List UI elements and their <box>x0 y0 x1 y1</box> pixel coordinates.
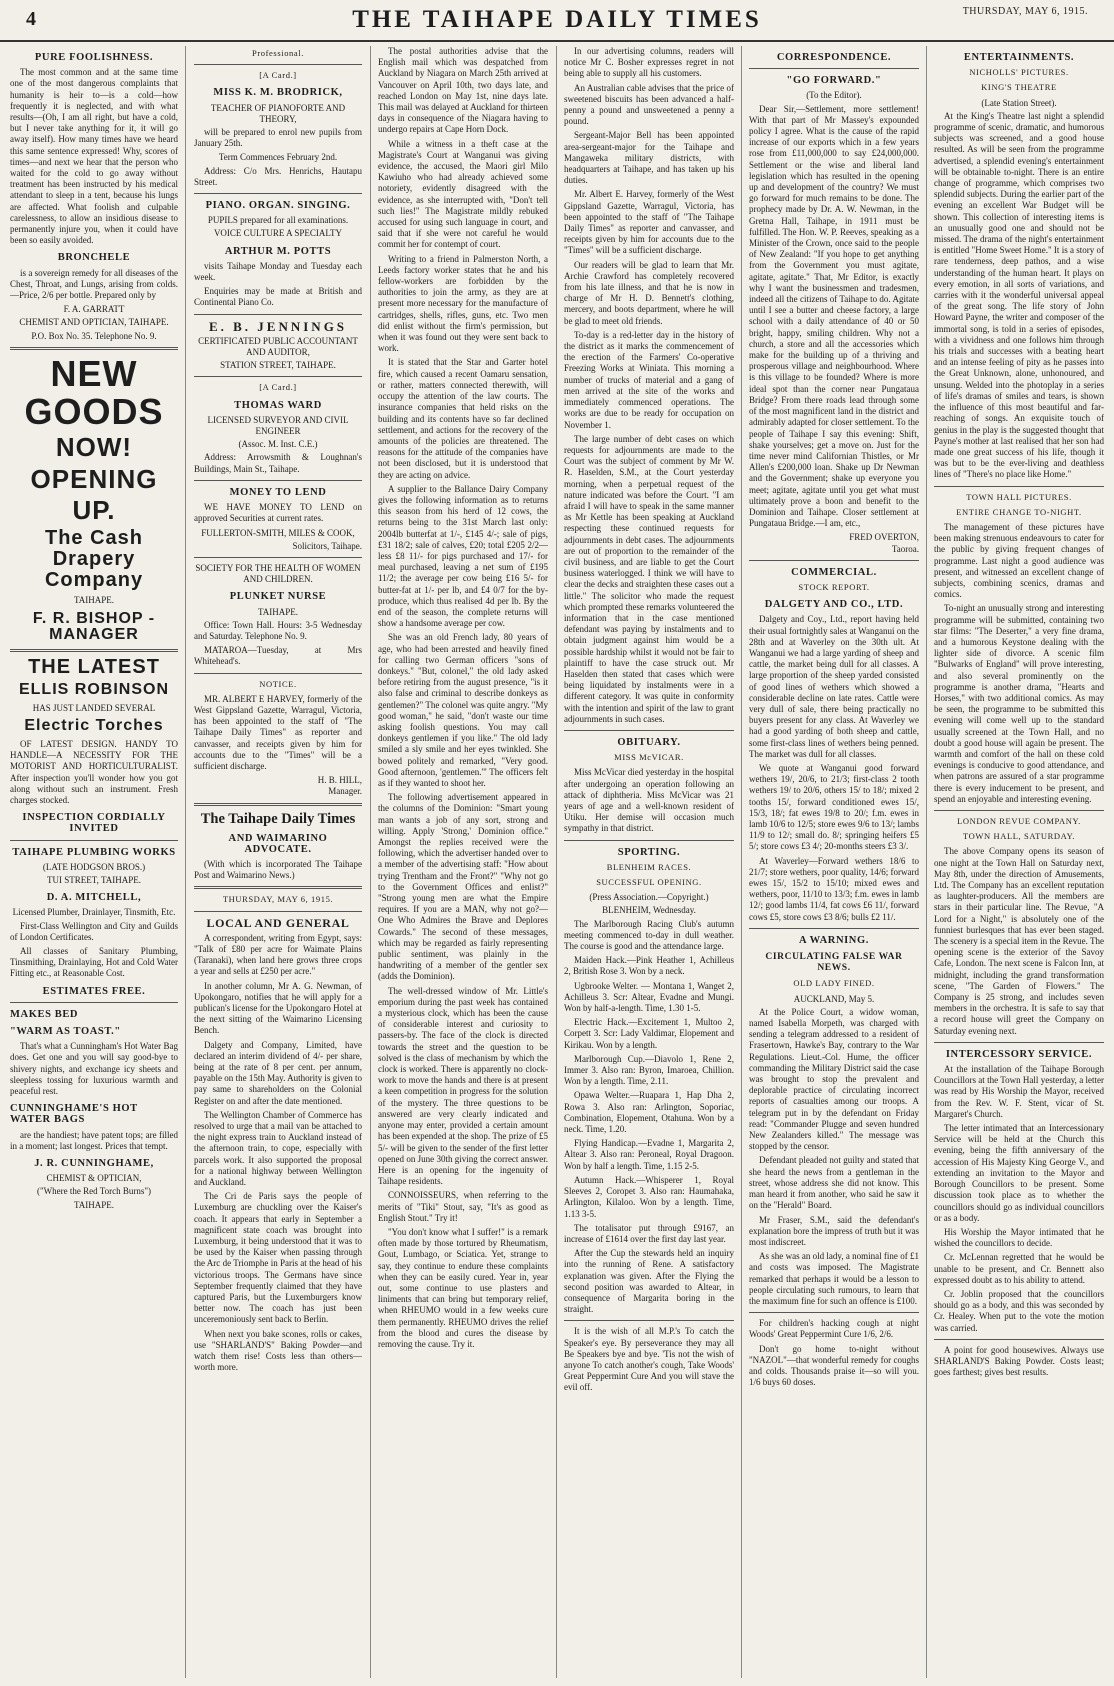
local-item: When next you bake scones, rolls or cakes, use "SHARLAND'S" Baking Powder—and watch them rise! Costs less than others—worth more. <box>194 1328 362 1373</box>
now-headline: NOW! <box>55 432 133 463</box>
town-hall-text: The management of these pictures have been making strenuous endeavours to cater for the public by giving frequent changes of programme. Last night a good audience was present, and witnessed an excellent change of subjects, combining scenics, dramas and comics. <box>934 521 1104 600</box>
service-text: The letter intimated that an Intercessionary Service will be held at the Church this evening, being the fifth anniversary of the accession of His Majesty King George V., and extending an invitation to the Mayor and Borough Councillors to be present. Some discussion took place as to whether the councillors should go as individual councillors or as a body. <box>934 1123 1104 1223</box>
potts-text: visits Taihape Monday and Tuesday each week. <box>194 260 362 283</box>
brodrick-text: will be prepared to enrol new pupils from January 25th. <box>194 127 362 149</box>
news-item: A supplier to the Ballance Dairy Company gives the following information as to returns this season from his herd of 12 cows, the returns being to the 31st March last only: 2004lb butterfat at 1/-, £145 4/-; sale of pigs, £31 18/2; sale of calves, £20; total £205 2/2—less £8 11/- for pigs purchased and 17/- for meal purchased, leaving a net sum of £195 11/2; the average per cow being £16 5/- for butter-fat at 1/- per lb, and £4 0/7 for the by-produce, which thus realised 4d per lb. By the end of the season, the complete returns will show a handsome average per cow. <box>378 483 548 629</box>
divider <box>194 673 362 674</box>
entertainment-text: At the King's Theatre last night a splendid programme of scenic, dramatic, and humorous subjects was screened, and a good house resulted. As will be seen from the programme advertised, a splendid evening's entertainment will be obtainable to-night. There is an entire change of programme, which comprises two splendid subjects. During the earlier part of the evening an excellent War Budget will be shown. This collection of interesting items is an unusually good one and should not be missed. The drama of the night's entertainment is entitled "Home Sweet Home." It is a story of rare tenderness, deep pathos, and a wise understanding of the human heart. It plays on every emotion, in all sorts of variations, and carries with it the wonderful universal appeal of the great song. The life story of John Howard Payne, the writer and composer of the immortal song, is told in a series of episodes, with a vividness and one follows him through his trials and successes with a beating heart and an intense feeling of pity as he passes into the Great Unknown, alone, unhonoured, and unsung. Welded into the photoplay in a series of life's dramas of smiles and tears, is shown the influence of this most beautiful and far-reaching of songs. An exquisite touch of genius in the play is the suggested thought that Payne's mother at last realised that her son had made one great success of his life, though it was but to be the ever-living and deathless lines of "There's no place like Home." <box>934 110 1104 480</box>
cunninghame-name: J. R. CUNNINGHAME, <box>34 1158 154 1170</box>
mitchell-trade: Licensed Plumber, Drainlayer, Tinsmith, Etc. <box>12 907 176 918</box>
notice-heading: NOTICE. <box>259 678 297 689</box>
society-heading: SOCIETY FOR THE HEALTH OF WOMEN AND CHILDREN. <box>195 562 361 585</box>
news-item: Our readers will be glad to learn that Mr. Archie Crawford has completely recovered from his late illness, and that he is now in charge of Mr H. D. Bennett's clothing, mercery, and boots department, where he will be glad to meet old friends. <box>564 259 734 326</box>
ward-address: Address: Arrowsmith & Loughnan's Buildings, Main St., Taihape. <box>194 452 362 474</box>
notice-signature: H. B. HILL, <box>317 775 362 786</box>
london-revue-heading: LONDON REVUE COMPANY. <box>957 816 1081 826</box>
ward-name: THOMAS WARD <box>234 399 322 411</box>
divider <box>194 911 362 912</box>
cash-drapery-name: The Cash Drapery Company <box>44 527 144 592</box>
news-item: Mr. Albert E. Harvey, formerly of the West Gippsland Gazette, Warragul, Victoria, has been appointed to the staff of "The Taihape Daily Times" as reporter and canvasser, and receipts given by him for accounts due to the "Times" will be a sufficient discharge. <box>564 189 734 256</box>
inspection-line: INSPECTION CORDIALLY INVITED <box>22 812 166 835</box>
letter-town: Taoroa. <box>891 543 919 554</box>
entertainments-heading: ENTERTAINMENTS. <box>963 52 1075 63</box>
stock-text: At Waverley—Forward wethers 18/6 to 21/7; store wethers, poor quality, 14/6; forward ewes 15/, 15/2 to 15/10; mixed ewes and wethers, poor, 11/10 to 13/3; f.m. ewes in lamb 12/; good lambs 11/4, fat cows £6 11/, forward cows £5, store cows £3 8/6; bulls £2 11/. <box>749 855 919 922</box>
bronchele-heading: BRONCHELE <box>57 252 131 264</box>
the-latest-headline: THE LATEST <box>28 656 160 679</box>
office-hours: Office: Town Hall. Hours: 3-5 Wednesday and Saturday. Telephone No. 9. <box>194 619 362 641</box>
race-result: Maiden Hack.—Pink Heather 1, Achilleus 2, British Rose 3. Won by a neck. <box>564 955 734 977</box>
column-1 <box>10 46 178 1682</box>
warning-text: As she was an old lady, a nominal fine of £1 and costs was imposed. The Magistrate remarked that perhaps it would be a lesson to people circulating such rumours, to learn that the maximum fine for such an offence is £100. <box>749 1251 919 1306</box>
page-number: 4 <box>26 8 36 30</box>
old-lady-fined: OLD LADY FINED. <box>793 978 875 989</box>
local-item: A correspondent, writing from Egypt, says: "Talk of £80 per acre for Waimate Plains (Taranaki), when land here grows three crops a year and sells at £250 per acre." <box>194 932 362 977</box>
potts-name: ARTHUR M. POTTS <box>224 245 332 257</box>
news-item: The following advertisement appeared in the columns of the Dominion: "Smart young man wants a job of any sort, strong and willing. Apply 'Strong,' Dominion office." Amongst the replies received were the following, which the advertiser handed over to a member of the advertising staff: "How about trying Trentham and the Front?" "Why not go to the Government Offices and enlist?" "Strong young men are what the Empire requires. If you are a MAN, why not go?—One Who Admires the Brave and Deplores Cowards." The second of these messages, which may be regarded as fairly representing public sentiment, was plainly in the handwriting of a member of the gentler sex (adds the Dominion). <box>378 792 548 982</box>
to-editor: (To the Editor). <box>806 90 862 101</box>
race-result: Opawa Welter.—Ruapara 1, Hap Dha 2, Rowa 3. Also ran: Arlington, Soporiac, Combination, Elopement, Otahuna. Won by a neck. Time, 1.20. <box>564 1090 734 1135</box>
divider <box>10 347 178 350</box>
jennings-street: STATION STREET, TAIHAPE. <box>220 360 336 371</box>
column-2 <box>194 46 362 1682</box>
letter-text: Dear Sir,—Settlement, more settlement! With that part of Mr Massey's expounded policy I agree. What is the cause of the rapid increase of our exports which in a few years rose from £11,000,000 to say £24,000,000. Settlement or the wise and liberal land legislation which has resulted in the opening up and development of the country? We must go forward for much remains to be done. The prophecy made by Dr. A. W. Newman, in the Gretna Hall, Taihape, in 1911 must be fulfilled. The Hon. W. P. Reeves, speaking as a Minister of the Crown, once said to the people of New Zealand: "If you hope to get anything from the Government you must agitate, agitate, agitate." That, Mr Editor, is exactly why I want the businessmen and tradesmen, indeed all the citizens of Taihape to do. Agitate until I see a butter and cheese factory, a large school with a daily attendance of 40 or 50 bright, happy, smiling children. Why not a church, a store and all the accessories which make for the building up of a thriving and prosperous village and neighbourhood. Where is this village to be founded? Where is more ideal spot than the corner near Pungataua Bridge? From there roads lead through some of the most magnificent land in the district and admirably adapted for closer settlement. To the people of Taihape I say this evening: Shift, shake yourselves; get a move on. Just for the time never mind Californian Thistles, or Mr Allen's £200,000 loan. Shake up Dr Newman and the Government; shake up everyone you meet; agitate, agitate until you get what must ultimately prove a boon and benefit to the Dominion and Taihape. Closer settlement at Pungataua Bridge.—I am, etc., <box>749 103 919 529</box>
commercial-heading: COMMERCIAL. <box>791 566 877 578</box>
brodrick-address: Address: C/o Mrs. Henrichs, Hautapu Street. <box>194 165 362 187</box>
service-text: At the installation of the Taihape Borough Councillors at the Town Hall yesterday, a letter was read by His Worship the Mayor, received from the Rev. W. F. Stent, vicar of St. Margaret's Church. <box>934 1064 1104 1119</box>
mcvicar-heading: MISS McVICAR. <box>614 752 684 763</box>
pure-foolishness-text: The most common and at the same time one of the most dangerous complaints that humanity is heir to—is a cold—how frequently it is neglected, and with what results—(Oh, I am all right, but have a cold, but I never take anything for it, it will go away itself). How many times have we heard this same sentence expressed! Why, scores of times—and next we hear that the person who waited for the cold to go away without treatment has been instructed by his medical attendant to sleep in a tent, because his lungs are affected. What foolish and culpable carelessness, to allow an insidious disease to permanently injure you, when it could have been so easily avoided. <box>10 67 178 246</box>
divider <box>194 193 362 194</box>
landed-line: HAS JUST LANDED SEVERAL <box>32 702 156 713</box>
divider <box>564 730 734 731</box>
voice-line: VOICE CULTURE A SPECIALTY <box>213 228 343 239</box>
auckland-dateline: AUCKLAND, May 5. <box>793 993 875 1004</box>
race-result: Marlborough Cup.—Diavolo 1, Rene 2, Immer 3. Also ran: Byron, Imaroea, Chillion. Won by a length. Time, 2.11. <box>564 1053 734 1087</box>
estimates-free: ESTIMATES FREE. <box>42 985 146 997</box>
money-heading: MONEY TO LEND <box>229 486 327 498</box>
mitchell-name: D. A. MITCHELL, <box>46 892 142 904</box>
news-item: "You don't know what I suffer!" is a remark often made by those tortured by Rheumatism, Gout, Lumbago, or Sciatica. Yet, strange to say, they continue to endure these complaints when they can be easily cured. Year in, year out, some continue to use plasters and liniments that can bring but temporary relief, when RHEUMO would in a few weeks cure them permanently. RHEUMO drives the relief from the blood and cures the disease by removing the cause. Try it. <box>378 1226 548 1349</box>
pupils-line: PUPILS prepared for all examinations. <box>207 215 349 226</box>
column-3 <box>378 46 548 1682</box>
bronchele-text: is a sovereign remedy for all diseases of the Chest, Throat, and Lungs, arising from colds.—Price, 2/6 per bottle. Prepared only by <box>10 267 178 301</box>
stock-report-heading: STOCK REPORT. <box>798 581 870 592</box>
london-revue-sub: TOWN HALL, SATURDAY. <box>963 831 1075 842</box>
news-item: The postal authorities advise that the English mail which was despatched from Auckland by Niagara on March 25th arrived at Vancouver on April 10th, two days late, and reached London on May 1st, nine days late. This mail was delayed at Auckland for thirteen days in consequence of the Niagara having to undergo repairs at Cape Horn Dock. <box>378 46 548 135</box>
sharland-ad: A point for good housewives. Always use SHARLAND'S Baking Powder. Costs least; goes farthest; gives best results. <box>934 1344 1104 1378</box>
warning-text: Mr Fraser, S.M., said the defendant's explanation bore the impress of truth but it was most indiscreet. <box>749 1214 919 1247</box>
divider <box>194 886 362 889</box>
news-item: Sergeant-Major Bell has been appointed area-sergeant-major for the Taihape and Mangaweka military districts, with headquarters at Taihape, and has taken up his duties. <box>564 130 734 186</box>
intercessory-heading: INTERCESSORY SERVICE. <box>945 1048 1093 1060</box>
mataroa-line: MATAROA—Tuesday, at Mrs Whitehead's. <box>194 645 362 667</box>
jennings-name: E. B. JENNINGS <box>208 318 348 334</box>
blenheim-dateline: BLENHEIM, Wednesday. <box>602 905 696 916</box>
mitchell-cert: First-Class Wellington and City and Guilds of London Certificates. <box>10 920 178 942</box>
letter-signature: FRED OVERTON, <box>849 532 919 543</box>
professional-heading: Professional. <box>252 48 304 58</box>
kings-late: (Late Station Street). <box>981 97 1057 108</box>
nazol-ad: Don't go home to-night without "NAZOL"—that wonderful remedy for coughs and colds. Thousands praise it—so will you. 1/6 buys 60 doses. <box>749 1343 919 1388</box>
issue-date: THURSDAY, MAY 6, 1915. <box>222 894 334 905</box>
successful-opening: SUCCESSFUL OPENING. <box>596 877 702 888</box>
dalgety-heading: DALGETY AND CO., LTD. <box>764 599 904 611</box>
revue-text: The above Company opens its season of one night at the Town Hall on Saturday next, May 8th, under the direction of Amusements, Ltd. The Company has an excellent reputation as laughter-producers. All the members are stars in their particular line. The Revue, "A Lord for a Night," is absolutely one of the funniest burlesques that has ever been staged. The scenery is a special item in the Revue. The opening scene is the exterior of the Savoy Cafe, London. The next scene is Falcon Inn, at midnight, including the grand transformation scene, "The Garden of Flowers." The Company is 25 strong, and includes seven members in the orchestra. It is safe to say that a record house will greet the Company on Saturday evening next. <box>934 846 1104 1036</box>
warm-as-toast: "WARM AS TOAST." <box>10 1026 121 1038</box>
news-item: It is stated that the Star and Garter hotel fire, which caused a recent Oamaru sensation, or rather, matters connected therewith, will occupy the attention of the law courts. The insurance companies that held risks on the building and its contents have so far declined settlement, and actions for the recovery of the amounts of the policies are threatened. The reasons for the attitude of the companies have not been disclosed, but it is understood that they are acting on advice. <box>378 357 548 480</box>
divider <box>564 840 734 841</box>
brodrick-name: MISS K. M. BRODRICK, <box>213 87 343 99</box>
news-item: In our advertising columns, readers will notice Mr C. Bosher expresses regret in not being able to supply all his customers. <box>564 46 734 79</box>
piano-heading: PIANO. ORGAN. SINGING. <box>205 200 351 212</box>
news-item: The large number of debt cases on which requests for adjournments are made to the Court was the subject of comment by Mr W. R. Haselden, S.M., at the Court yesterday morning, when a perpetual request of the nature indicated was before the Court. "I am afraid I will have to speak in the same manner as Mr Kettle has been speaking at Auckland respecting these continued requests for adjournments in debt cases. The adjournments are out of proportion to the remainder of the civil business, and are liable to get the Court business waterlogged. I think we will have to clear the decks and straighten these cases out a little." The solicitor who made the request which prompted these remarks volunteered the information that in the case mentioned defendant was paying by instalments and to obtain judgment against him would be a possible hardship whilst it would not be fair to plaintiff to have the case struck out. Mr Haselden then stated that cases which were being liquidated by instalments were in a different category. It was quite in conformity with the intention and spirit of the law to grant adjournments in such cases. <box>564 433 734 724</box>
plumbing-heading: TAIHAPE PLUMBING WORKS <box>12 846 176 858</box>
garratt-contact: P.O. Box No. 35. Telephone No. 9. <box>31 330 157 341</box>
warning-text: At the Police Court, a widow woman, named Isabella Morpeth, was charged with sending a telegram addressed to a resident of Frasertown, Hawke's Bay, contrary to the War Regulations. Lieut.-Col. Hume, the officer commanding the Military District said the case was brought to stop the prevalent and deplorable practice of circulating incorrect reports of casualties among our troops. A telegram put in by the defendant on Friday read: "Commander Plugge and seven hundred New Zealanders killed." The message was stopped by the censor. <box>749 1006 919 1152</box>
service-text: His Worship the Mayor intimated that he wished the councillors to decide. <box>934 1226 1104 1249</box>
race-result: Autumn Hack.—Whisperer 1, Royal Sleeves 2, Coropet 3. Also ran: Haumahaka, Arlington, Kilaloo. Won by a length. Time, 1.13 3-5. <box>564 1174 734 1219</box>
notice-text: MR. ALBERT E HARVEY, formerly of the West Gippsland Gazette, Warragul, Victoria, has been appointed to the staff of "The Taihape Daily Times" as reporter and canvasser, and receipts given by him for accounts due to the "Times" will be a sufficient discharge. <box>194 693 362 771</box>
divider <box>934 486 1104 487</box>
divider <box>564 1320 734 1321</box>
paper-subtitle: AND WAIMARINO ADVOCATE. <box>228 832 328 855</box>
divider <box>194 557 362 558</box>
cunninghame-bags: CUNNINGHAME'S HOT WATER BAGS <box>10 1103 138 1126</box>
kings-theatre: KING'S THEATRE <box>981 82 1057 93</box>
news-item: Writing to a friend in Palmerston North, a Leeds factory worker states that he and his fellow-workers are forbidden by the authorities to join the army, as they are at present more necessary for the manufacture of cartridges, shells, rifles, guns, etc. Two men did enlist without the firm's permission, but when it was found out they were sent back to work. <box>378 253 548 354</box>
term-line: Term Commences February 2nd. <box>218 152 338 163</box>
card-label: [A Card.] <box>259 382 297 393</box>
masthead-title: THE TAIHAPE DAILY TIMES <box>352 6 762 33</box>
press-association: (Press Association.—Copyright.) <box>589 892 709 903</box>
race-result: Flying Handicap.—Evadne 1, Margarita 2, Altear 3. Also ran: Peroneal, Royal Dragoon. Won by half a length. Time, 1.15 2-5. <box>564 1138 734 1171</box>
plunket-town: TAIHAPE. <box>257 606 299 617</box>
race-result: Electric Hack.—Excitement 1, Multoo 2, Corpett 3. Scr: Lady Valdimar, Elopement and Kirikau. Won by a length. <box>564 1017 734 1050</box>
town-hall-pictures: TOWN HALL PICTURES. <box>966 491 1072 502</box>
town-hall-text: To-night an unusually strong and interesting programme will be submitted, containing two star films: "The Deserter," a very fine drama, and a humorous Keystone dealing with the lighter side of divorce. A scenic film "Bulwarks of England" will prove interesting, and also several prominently on the programme is another drama, "Hearts and Horses," with two additional comics. As may be seen, the programme to be submitted this evening will come well up to the standard usually screened at the Town Hall, and no doubt a good house will again be present. The warmth and comfort of the hall on these cold evenings is conducive to good attendance, and when patrons are assured of a star programme there is every inducement to be present, and spend an enjoyable and interesting evening. <box>934 603 1104 804</box>
fullerton-name: FULLERTON-SMITH, MILES & COOK, <box>201 527 355 538</box>
cunninghame-title: CHEMIST & OPTICIAN, <box>46 1173 142 1184</box>
new-goods-headline: NEW GOODS <box>24 352 164 432</box>
divider <box>10 840 178 841</box>
opening-headline: OPENING <box>30 463 158 494</box>
up-headline: UP. <box>72 495 116 526</box>
divider <box>749 560 919 561</box>
hot-water-text: That's what a Cunningham's Hot Water Bag does. Get one and you will say good-bye to shivery nights, and exchange icy sheets and sleepless tossing for luxurious warmth and peaceful rest. <box>10 1041 178 1097</box>
divider <box>194 803 362 806</box>
cunninghame-town: TAIHAPE. <box>73 1199 115 1210</box>
obituary-text: Miss McVicar died yesterday in the hospital after undergoing an operation following an attack of diphtheria. Miss McVicar was 21 years of age and a well-known resident of Utiku. Her demise will occasion much sympathy in that district. <box>564 767 734 834</box>
sporting-heading: SPORTING. <box>617 846 681 858</box>
paper-title: The Taihape Daily Times <box>200 810 356 827</box>
divider <box>749 928 919 929</box>
local-item: The Wellington Chamber of Commerce has resolved to urge that a mail van be attached to the night express train to Auckland instead of the afternoon train, to cope, especially with parcels work. It also supported the proposal for a national highway between Wellington and Auckland. <box>194 1109 362 1188</box>
nicholls-pictures: NICHOLLS' PICTURES. <box>969 67 1069 78</box>
local-general-heading: LOCAL AND GENERAL <box>206 915 350 930</box>
news-item: CONNOISSEURS, when referring to the merits of "Tiki" Stout, say, "It's as good as English Stout." Try it! <box>378 1190 548 1223</box>
news-item: The well-dressed window of Mr. Little's emporium during the past week has contained a mysterious clock, which has been the cause of considerable interest and curiosity to passers-by. The face of the clock is directed towards the street and the question to be solved is the class of mechanism by which the clock is worked. There is apparently no clock-work to move the hands and there is at present a keen competition in progress for the solution of the mystery. The three questions to be answered are very clearly indicated and anyone may enter, provided a certain amount has been expended at the shop. The prize of £5 5/- will be given to the sender of the first letter opened on June 30th giving the correct answer. Here is an opening for the ingenuity of Taihape residents. <box>378 985 548 1187</box>
torches-text: OF LATEST DESIGN. HANDY TO HANDLE—A NECESSITY FOR THE MOTORIST AND HORTICULTURALIST. After inspection you'll wonder how you got along without such an instrument. Fresh charges stocked. <box>10 738 178 805</box>
news-item: To-day is a red-letter day in the history of the district as it marks the commencement of the erection of the Farmers' Co-operative Freezing Works at Winiata. This morning a number of trucks of material and a gang of men arrived at the site of the works and immediately commenced operations. The works are due to be ready for occupation on November 1. <box>564 329 734 430</box>
service-text: Cr. Joblin proposed that the councillors should go as a body, and this was seconded by Cr. Healey. When put to the vote the motion was carried. <box>934 1288 1104 1333</box>
news-item: While a witness in a theft case at the Magistrate's Court at Wanganui was giving evidence, the accused, the Maori girl Milo Kawiuho who had already achieved some notoriety, evidently disagreed with the evidence, as she interrupted with, "Don't tell such lies!" The Magistrate mildly rebuked accused for using such language in court, and said that if she were not careful he would commit her for contempt of court. <box>378 138 548 250</box>
blenheim-heading: BLENHEIM RACES. <box>606 861 692 872</box>
garratt-name: F. A. GARRATT <box>63 304 125 315</box>
stock-text: Dalgety and Coy., Ltd., report having held their usual fortnightly sales at Wanganui on the 28th and at Waverley on the 30th ult. At Wanganui we had a large yarding of sheep and cattle, the market being dull for all classes. A large proportion of the sheep yarded consisted of good lines of wethers which showed a considerable decline on late rates. Cattle were very dull of sale, there being practically no buyers present for any class. At Waverley we had a good yarding of both sheep and cattle, some first-class lines of wethers being penned. The market was dull for all classes. <box>749 614 919 759</box>
divider <box>194 376 362 377</box>
jennings-title: CERTIFICATED PUBLIC ACCOUNTANT AND AUDITOR, <box>198 335 358 358</box>
column-rule <box>926 46 927 1678</box>
garratt-title: CHEMIST AND OPTICIAN, TAIHAPE. <box>19 317 169 328</box>
divider <box>10 649 178 652</box>
local-item: In another column, Mr A. G. Newman, of Upokongaro, notifies that he will apply for a publican's license for the Upokongaro Hotel at the next sitting of the Waimarino Licensing Bench. <box>194 980 362 1036</box>
after-cup-text: After the Cup the stewards held an inquiry into the running of Rene. A satisfactory explanation was given. After the Flying the second position was awarded to Altear, in consequence of Margarita boring in the straight. <box>564 1248 734 1315</box>
news-item: An Australian cable advises that the price of sweetened biscuits has been advanced a half-penny a pound and unsweetened a penny a pound. <box>564 82 734 127</box>
column-rule <box>741 46 742 1678</box>
manager-line: F. R. BISHOP - MANAGER <box>32 609 156 644</box>
service-text: Cr. McLennan regretted that he would be unable to be present, and Cr. Bennett also expressed doubt as to his ability to attend. <box>934 1252 1104 1285</box>
column-6 <box>934 46 1104 1682</box>
totalisator-text: The totalisator put through £9167, an increase of £1614 over the first day last year. <box>564 1222 734 1244</box>
divider <box>194 314 362 315</box>
masthead-date: THURSDAY, MAY 6, 1915. <box>962 6 1088 17</box>
makes-bed: MAKES BED <box>10 1008 79 1020</box>
cash-drapery-town: TAIHAPE. <box>73 595 115 606</box>
false-war-news-heading: CIRCULATING FALSE WAR NEWS. <box>765 952 903 974</box>
plumbing-late: (LATE HODGSON BROS.) <box>42 861 146 872</box>
entire-change: ENTIRE CHANGE TO-NIGHT. <box>956 506 1082 517</box>
brodrick-title: TEACHER OF PIANOFORTE AND THEORY, <box>210 102 346 124</box>
plunket-nurse: PLUNKET NURSE <box>229 591 327 603</box>
ellis-robinson-name: ELLIS ROBINSON <box>18 681 169 699</box>
stock-text: We quote at Wanganui good forward wethers 19/, 20/6, to 21/3; first-class 2 tooth wethers 19/ to 20/6, others 15/ to 18/; mixed 2 tooths 15/, forward conditioned ewes 15/, 15/3, 18/; fat ewes 19/8 to 20/; f.m. ewes in lamb 10/6 to 12/5; store ewes 9/6 to 13/; lambs 11/9 to 12/; small do. 8/; springing heifers £5 5/; store cows £3 4/; 20-months steers £3 3/. <box>749 762 919 852</box>
column-4 <box>564 46 734 1682</box>
pure-foolishness-heading: PURE FOOLISHNESS. <box>34 52 154 63</box>
warning-text: Defendant pleaded not guilty and stated that she heard the news from a gentleman in the street, whose address she did not know. This man heard it from another, who said he saw it on the "Herald" Board. <box>749 1155 919 1211</box>
notice-signature-title: Manager. <box>328 786 362 797</box>
race-intro: The Marlborough Racing Club's autumn meeting commenced to-day in dull weather. The course is good and the attendance large. <box>564 918 734 952</box>
column-5 <box>749 46 919 1682</box>
money-text: WE HAVE MONEY TO LEND on approved Securities at current rates. <box>194 502 362 524</box>
correspondence-heading: CORRESPONDENCE. <box>776 52 892 63</box>
masthead <box>0 0 1114 42</box>
race-result: Ugbrooke Welter. — Montana 1, Wanget 2, Achilleus 3. Scr: Altear, Evadne and Mungi. Won by half-a-length. Time, 1.30 1-5. <box>564 980 734 1014</box>
news-item: She was an old French lady, 80 years of age, who had been arrested and heavily fined for calling two German officers "sons of donkeys." "But, colonel," the old lady asked before retiring from the august presence, "is it also false and criminal to describe donkeys as gentlemen?" The colonel was quite angry. "My good woman," he said, "don't waste our time asking foolish questions. You may call donkeys gentlemen if you like." The old lady smiled a sly smile and her eyes twinkled. She bowed politely and remarked, "Very good. Good afternoon, 'gentlemen.'" The officers felt as if they wanted to shoot her. <box>378 632 548 788</box>
warning-heading: A WARNING. <box>799 934 869 946</box>
divider <box>749 68 919 69</box>
column-rule <box>556 46 557 1678</box>
verse-ad: It is the wish of all M.P.'s To catch the Speaker's eye. By perseverance they may all Be Speakers bye and bye. 'Tis not the wish of anyone To catch another's cough, Take Woods' Great Peppermint Cure And you will stave the evil off. <box>564 1326 734 1393</box>
divider <box>194 64 362 65</box>
local-item: Dalgety and Company, Limited, have declared an interim dividend of 4/- per share, being at the rate of 8 per cent. per annum, payable on the 15th May. Authority is given to pay same to shareholders on the Colonial Register on and after the date mentioned. <box>194 1039 362 1106</box>
potts-enquiries: Enquiries may be made at British and Continental Piano Co. <box>194 286 362 308</box>
mitchell-text: All classes of Sanitary Plumbing, Tinsmithing, Drainlaying, Hot and Cold Water Fitting etc., at Reasonable Cost. <box>10 946 178 979</box>
divider <box>10 1002 178 1003</box>
plumbing-street: TUI STREET, TAIHAPE. <box>47 874 141 885</box>
divider <box>934 1042 1104 1043</box>
column-rule <box>185 46 186 1678</box>
electric-torches-headline: Electric Torches <box>24 717 164 735</box>
divider <box>934 1339 1104 1340</box>
ward-title: LICENSED SURVEYOR AND CIVIL ENGINEER <box>207 414 349 437</box>
letter-title: "GO FORWARD." <box>786 75 882 87</box>
divider <box>194 480 362 481</box>
woods-ad: For children's hacking cough at night Woods' Great Peppermint Cure 1/6, 2/6. <box>749 1318 919 1340</box>
card-label: [A Card.] <box>259 70 297 81</box>
column-rule <box>370 46 371 1678</box>
cunninghame-where: ("Where the Red Torch Burns") <box>36 1186 152 1197</box>
paper-incorporation: (With which is incorporated The Taihape Post and Waimarino News.) <box>194 858 362 881</box>
fullerton-title: Solicitors, Taihape. <box>292 540 362 551</box>
local-item: The Cri de Paris says the people of Luxemburg are chuckling over the Kaiser's coach. It appears that early in September a magnificent state coach was brought into Luxemburg, it being understood that it was to be used by the Kaiser when passing through the Arc de Triomphe in Paris at the head of his victorious troops. The Germans have since September frequently claimed that they have captured Paris, but the Luxemburgers know better now. The coach has just been unceremoniously sent back to Berlin. <box>194 1191 362 1325</box>
obituary-heading: OBITUARY. <box>617 736 681 748</box>
divider <box>749 1312 919 1313</box>
bags-text: are the handiest; have patent tops; are filled in a moment; last longest. Prices that tempt. <box>10 1129 178 1151</box>
divider <box>934 810 1104 811</box>
ward-assoc: (Assoc. M. Inst. C.E.) <box>238 439 318 450</box>
